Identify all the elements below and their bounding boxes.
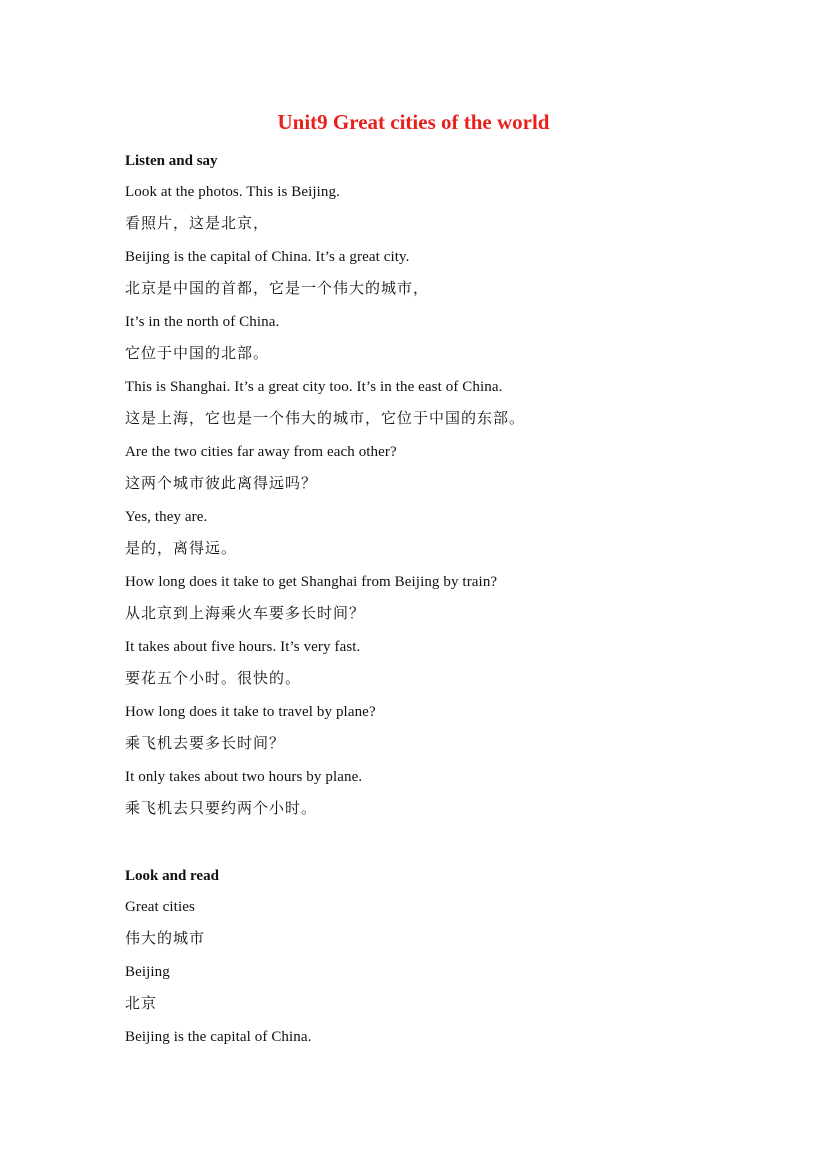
chinese-translation: 乘飞机去只要约两个小时。 bbox=[125, 799, 318, 817]
english-line: It takes about five hours. It’s very fast. bbox=[125, 639, 361, 655]
english-line: Great cities bbox=[125, 899, 195, 915]
document-title: Unit9 Great cities of the world bbox=[277, 110, 550, 134]
chinese-translation: 从北京到上海乘火车要多长时间？ bbox=[125, 604, 366, 622]
chinese-translation: 北京是中国的首都，它是一个伟大的城市， bbox=[125, 279, 430, 297]
english-line: Beijing is the capital of China. bbox=[125, 1029, 312, 1045]
chinese-translation: 乘飞机去要多长时间？ bbox=[125, 734, 286, 752]
chinese-translation: 是的，离得远。 bbox=[125, 539, 238, 557]
chinese-translation: 伟大的城市 bbox=[125, 929, 206, 947]
chinese-translation: 看照片，这是北京， bbox=[125, 214, 270, 232]
english-line: It’s in the north of China. bbox=[125, 314, 280, 330]
english-line: Look at the photos. This is Beijing. bbox=[125, 184, 340, 200]
chinese-translation: 它位于中国的北部。 bbox=[125, 344, 270, 362]
chinese-translation: 这两个城市彼此离得远吗？ bbox=[125, 474, 318, 492]
chinese-translation: 要花五个小时。很快的。 bbox=[125, 669, 302, 687]
english-line: This is Shanghai. It’s a great city too. It’s in the east of China. bbox=[125, 379, 503, 395]
english-line: Are the two cities far away from each other? bbox=[125, 444, 397, 460]
section-heading-listen-and-say: Listen and say bbox=[125, 153, 218, 169]
english-line: Yes, they are. bbox=[125, 509, 208, 525]
section-heading-look-and-read: Look and read bbox=[125, 868, 219, 884]
english-line: How long does it take to travel by plane? bbox=[125, 704, 376, 720]
english-line: Beijing bbox=[125, 964, 170, 980]
chinese-translation: 这是上海，它也是一个伟大的城市，它位于中国的东部。 bbox=[125, 409, 526, 427]
chinese-translation: 北京 bbox=[125, 994, 158, 1012]
english-line: How long does it take to get Shanghai from Beijing by train? bbox=[125, 574, 498, 590]
english-line: It only takes about two hours by plane. bbox=[125, 769, 363, 785]
english-line: Beijing is the capital of China. It’s a great city. bbox=[125, 249, 410, 265]
